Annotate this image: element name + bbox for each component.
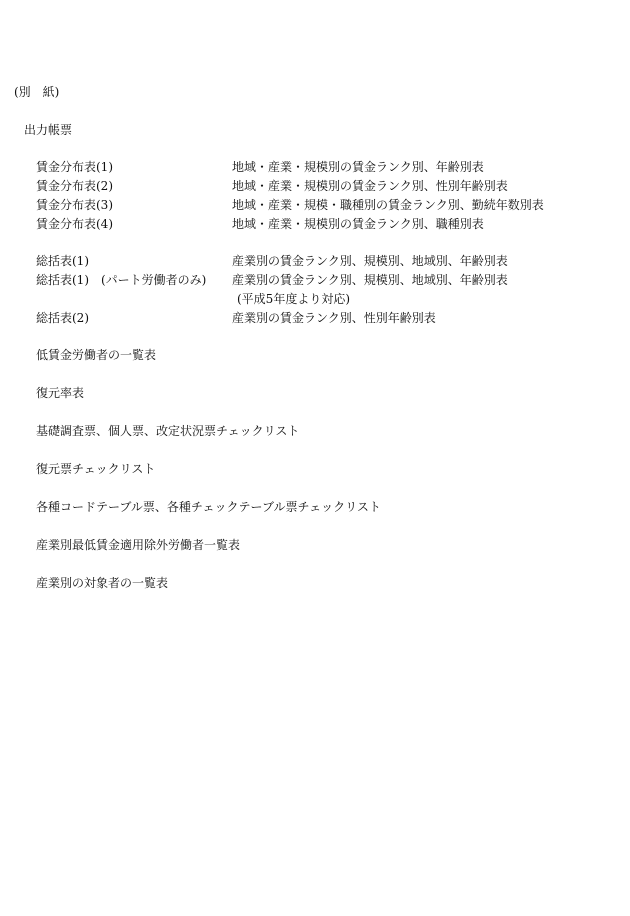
list-item: 産業別の対象者の一覧表 — [36, 576, 169, 590]
report-row — [36, 271, 616, 290]
report-row — [36, 158, 616, 177]
report-note: (平成5年度より対応) — [237, 292, 350, 306]
report-row — [36, 215, 616, 234]
list-item: 復元票チェックリスト — [36, 462, 156, 476]
report-name: 賃金分布表(2) — [36, 179, 113, 193]
report-description: 地域・産業・規模別の賃金ランク別、性別年齢別表 — [232, 179, 508, 193]
report-description: 産業別の賃金ランク別、規模別、地域別、年齢別表 — [232, 254, 508, 268]
report-name: 賃金分布表(1) — [36, 160, 113, 174]
spacer — [36, 234, 616, 252]
list-item: 各種コードテーブル票、各種チェックテーブル票チェックリスト — [36, 500, 381, 514]
single-item-list — [36, 346, 381, 612]
report-description: 地域・産業・規模別の賃金ランク別、職種別表 — [232, 217, 484, 231]
report-name: 総括表(2) — [36, 311, 89, 325]
attachment-label: (別 紙) — [14, 85, 60, 99]
report-name: 総括表(1) (パート労働者のみ) — [36, 273, 207, 287]
section-title: 出力帳票 — [24, 123, 73, 137]
report-description: 地域・産業・規模別の賃金ランク別、年齢別表 — [232, 160, 484, 174]
report-name: 賃金分布表(4) — [36, 217, 113, 231]
report-name: 総括表(1) — [36, 254, 89, 268]
report-row — [36, 252, 616, 271]
report-description: 産業別の賃金ランク別、規模別、地域別、年齢別表 — [232, 273, 508, 287]
report-row — [36, 177, 616, 196]
list-item: 産業別最低賃金適用除外労働者一覧表 — [36, 538, 241, 552]
report-description: 産業別の賃金ランク別、性別年齢別表 — [232, 311, 436, 325]
list-item: 基礎調査票、個人票、改定状況票チェックリスト — [36, 424, 300, 438]
report-row — [36, 309, 616, 328]
report-row — [36, 196, 616, 215]
list-item: 低賃金労働者の一覧表 — [36, 348, 157, 362]
report-name: 賃金分布表(3) — [36, 198, 113, 212]
report-description: 地域・産業・規模・職種別の賃金ランク別、勤続年数別表 — [232, 198, 544, 212]
report-list — [36, 158, 616, 328]
list-item: 復元率表 — [36, 386, 85, 400]
